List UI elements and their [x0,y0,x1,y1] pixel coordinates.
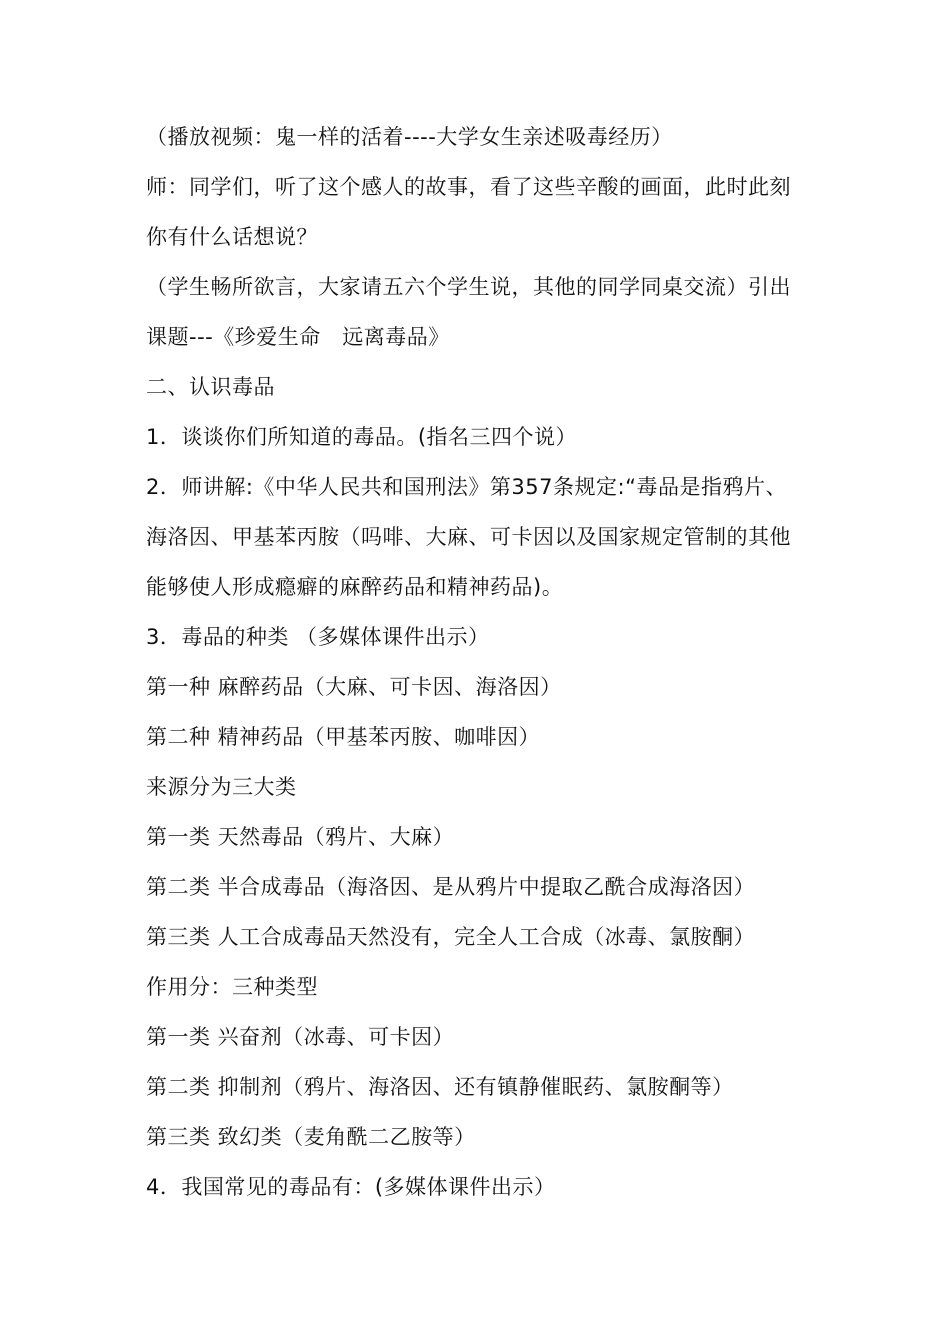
drug-type-2: 第二种 精神药品（甲基苯丙胺、咖啡因） [146,725,541,749]
source-type-3: 第三类 人工合成毒品天然没有，完全人工合成（冰毒、氯胺酮） [146,925,756,949]
item-1-line: 1．谈谈你们所知道的毒品。(指名三四个说） [146,425,578,449]
effect-type-3: 第三类 致幻类（麦角酰二乙胺等） [146,1125,476,1149]
effect-type-1: 第一类 兴奋剂（冰毒、可卡因） [146,1025,455,1049]
video-note-line: （播放视频：鬼一样的活着----大学女生亲述吸毒经历） [146,125,673,149]
source-type-2: 第二类 半合成毒品（海洛因、是从鸦片中提取乙酰合成海洛因） [146,875,756,899]
source-heading: 来源分为三大类 [146,775,297,799]
teacher-question-line-1: 师：同学们，听了这个感人的故事，看了这些辛酸的画面，此时此刻 [146,175,791,199]
item-2-line-1: 2．师讲解:《中华人民共和国刑法》第357条规定:“毒品是指鸦片、 [146,475,787,499]
drug-type-1: 第一种 麻醉药品（大麻、可卡因、海洛因） [146,675,562,699]
effect-type-2: 第二类 抑制剂（鸦片、海洛因、还有镇静催眠药、氯胺酮等） [146,1075,734,1099]
item-3-heading: 3．毒品的种类 （多媒体课件出示） [146,625,490,649]
teacher-question-line-2: 你有什么话想说？ [146,225,318,249]
item-2-line-3: 能够使人形成瘾癖的麻醉药品和精神药品)。 [146,575,564,599]
item-4-heading: 4．我国常见的毒品有：(多媒体课件出示） [146,1175,556,1199]
student-discussion-line: （学生畅所欲言，大家请五六个学生说，其他的同学同桌交流）引出 [146,275,791,299]
item-2-line-2: 海洛因、甲基苯丙胺（吗啡、大麻、可卡因以及国家规定管制的其他 [146,525,791,549]
effect-heading: 作用分：三种类型 [146,975,318,999]
lesson-topic-line: 课题---《珍爱生命 远离毒品》 [146,325,450,349]
source-type-1: 第一类 天然毒品（鸦片、大麻） [146,825,455,849]
section-heading: 二、认识毒品 [146,375,275,399]
